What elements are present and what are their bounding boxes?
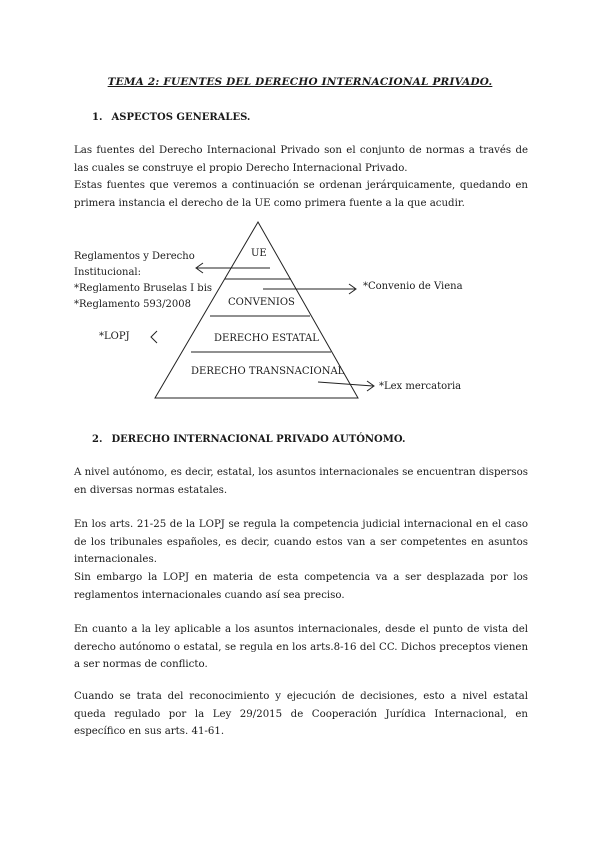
section-1-title: ASPECTOS GENERALES.	[111, 112, 251, 123]
section-2-paragraph-1: A nivel autónomo, es decir, estatal, los asuntos internacionales se encuentran dispersos en diversas normas estatales.	[74, 467, 528, 496]
section-2-title: DERECHO INTERNACIONAL PRIVADO AUTÓNOMO.	[111, 434, 406, 445]
section-1-paragraph-1: Las fuentes del Derecho Internacional Privado son el conjunto de normas a través de las cuales se construye el propio Derecho Internacional Privado.	[74, 145, 528, 174]
pyramid-level-derecho-estatal: DERECHO ESTATAL	[214, 333, 319, 344]
left-note-line-2: Institucional:	[74, 267, 141, 278]
document-title: TEMA 2: FUENTES DEL DERECHO INTERNACIONAL PRIVADO.	[107, 76, 493, 88]
pyramid-level-ue: UE	[251, 248, 267, 259]
section-2-number: 2.	[92, 434, 103, 445]
section-2-heading	[92, 434, 405, 445]
left-note	[74, 249, 212, 313]
pyramid-level-convenios: CONVENIOS	[228, 297, 295, 308]
arrow-transnacional-right-line	[318, 382, 373, 386]
left-note-line-3: *Reglamento Bruselas I bis	[74, 283, 213, 294]
section-1-paragraph-2: Estas fuentes que veremos a continuación se ordenan jerárquicamente, quedando en primera instancia el derecho de la UE como primera fuente a la que acudir.	[74, 180, 528, 209]
left-note-line-4: *Reglamento 593/2008	[74, 299, 191, 310]
section-2-paragraph-3: Sin embargo la LOPJ en materia de esta competencia va a ser desplazada por los reglamentos internacionales cuando así sea preciso.	[74, 572, 528, 601]
lopj-chevron	[151, 331, 157, 343]
pyramid-level-derecho-transnacional: DERECHO TRANSNACIONAL	[191, 366, 345, 377]
right-note-convenio-viena: *Convenio de Viena	[363, 281, 463, 292]
right-note-lex-mercatoria: *Lex mercatoria	[379, 381, 462, 392]
lopj-note: *LOPJ	[99, 331, 130, 342]
section-2-paragraph-4: En cuanto a la ley aplicable a los asuntos internacionales, desde el punto de vista del derecho autónomo o estatal, se regula en los arts.8-16 del CC. Dichos preceptos vienen a ser normas de conflicto.	[74, 624, 528, 670]
section-1-number: 1.	[92, 112, 103, 123]
left-note-line-1: Reglamentos y Derecho	[74, 251, 195, 262]
section-2-paragraph-5: Cuando se trata del reconocimiento y ejecución de decisiones, esto a nivel estatal queda regulado por la Ley 29/2015 de Cooperación Jurídica Internacional, en específico en sus arts. 41-61.	[74, 691, 528, 737]
section-2-paragraph-2: En los arts. 21-25 de la LOPJ se regula la competencia judicial internacional en el caso de los tribunales españoles, es decir, cuando estos van a ser competentes en asuntos internacionales.	[74, 519, 528, 565]
